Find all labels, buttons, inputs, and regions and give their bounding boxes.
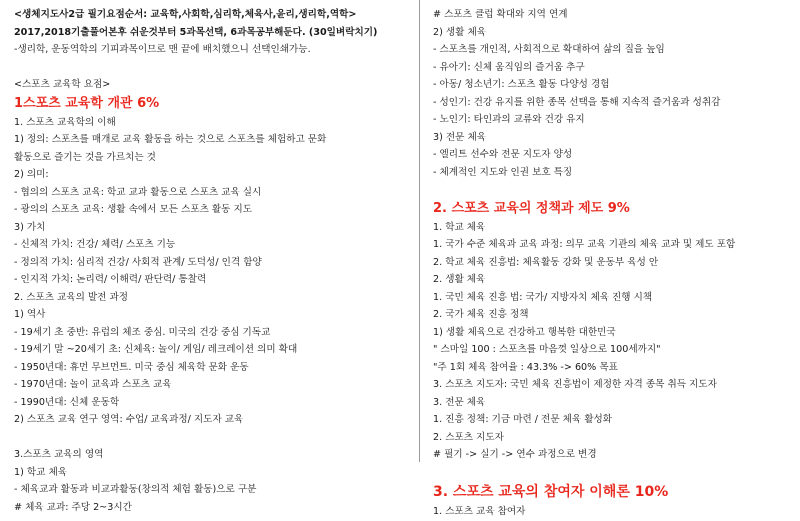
text-line: 2. 스포츠 지도자 xyxy=(433,431,504,443)
text-line: - 1950년대: 휴먼 무브먼트. 미국 중심 체육학 문화 운동 xyxy=(14,361,249,373)
section-label: <스포츠 교육학 요점> xyxy=(14,79,111,90)
header-subtitle: 2017,2018기출풀어본후 쉬운것부터 5과목선택, 6과목공부해둔다. (30일벼락치기) xyxy=(14,26,378,38)
text-line: 1. 학교 체육 xyxy=(433,221,486,233)
text-line: - 19세기 초 중반: 유럽의 체조 중심. 미국의 건강 중심 기독교 xyxy=(14,326,271,338)
text-line: - 1990년대: 신체 운동학 xyxy=(14,396,120,408)
left-text-block-a xyxy=(14,114,404,429)
text-line: 1) 정의: 스포츠를 매개로 교육 활동을 하는 것으로 스포츠를 체험하고 문화 xyxy=(14,134,327,145)
text-line: - 광의의 스포츠 교육: 생활 속에서 모든 스포츠 활동 지도 xyxy=(14,204,253,215)
text-line: 2. 생활 체육 xyxy=(433,274,486,285)
text-line: 3.스포츠 교육의 영역 xyxy=(14,449,104,460)
text-line: - 아동/ 청소년기: 스포츠 활동 다양성 경험 xyxy=(433,79,610,90)
text-line: # 필기 -> 실기 -> 연수 과정으로 변경 xyxy=(433,449,597,460)
text-line: 활동으로 즐기는 것을 가르치는 것 xyxy=(14,151,156,163)
right-text-block-a xyxy=(433,6,793,181)
text-line: 2) 스포츠 교육 연구 영역: 수업/ 교육과정/ 지도자 교육 xyxy=(14,414,244,425)
column-divider xyxy=(419,0,420,462)
text-line: 2) 의미: xyxy=(14,169,49,180)
section-heading-1: 1스포츠 교육학 개관 6% xyxy=(14,95,160,111)
text-line: - 19세기 말 ~20세기 초: 신체육: 놀이/ 게임/ 레크레이션 의미 확대 xyxy=(14,344,298,355)
text-line: 2. 국가 체육 진흥 정책 xyxy=(433,309,529,320)
text-line: - 정의적 가치: 심리적 건강/ 사회적 관계/ 도덕성/ 인격 함양 xyxy=(14,256,262,268)
left-column xyxy=(14,6,404,513)
text-line: 1. 진흥 정책: 기금 마련 / 전문 체육 활성화 xyxy=(433,414,613,425)
text-line: - 성인기: 건강 유지를 위한 종목 선택을 통해 지속적 즐거움과 성취감 xyxy=(433,96,721,108)
text-line: 2. 학교 체육 진흥법: 체육활동 강화 및 운동부 육성 안 xyxy=(433,256,659,268)
text-line: 1. 스포츠 교육학의 이해 xyxy=(14,116,116,128)
cut-off-line: # 체육 교과: 주당 2~3시간 xyxy=(14,501,132,513)
text-line: - 신체적 가치: 건강/ 체력/ 스포츠 기능 xyxy=(14,239,176,250)
text-line: - 엘리트 선수와 전문 지도자 양성 xyxy=(433,149,573,160)
text-line: - 체계적인 지도와 인권 보호 특징 xyxy=(433,166,573,178)
text-line: " 스마일 100 : 스포츠를 마음껏 일상으로 100세까지" xyxy=(433,344,661,355)
text-line: 3. 전문 체육 xyxy=(433,396,486,408)
right-text-block-b xyxy=(433,219,793,464)
text-line: 2) 생활 체육 xyxy=(433,26,487,38)
section-heading-3: 3. 스포츠 교육의 참여자 이해론 10% xyxy=(433,484,669,500)
left-text-block-b xyxy=(14,446,404,499)
text-line: - 체육교과 활동과 비교과활동(창의적 체험 활동)으로 구분 xyxy=(14,484,257,495)
text-line: - 유아기: 신체 움직임의 즐거움 추구 xyxy=(433,61,585,73)
text-line: - 협의의 스포츠 교육: 학교 교과 활동으로 스포츠 교육 실시 xyxy=(14,186,262,198)
right-column xyxy=(433,6,793,517)
text-line: 1) 학교 체육 xyxy=(14,466,68,478)
header-title: <생체지도사2급 필기요점순서: 교육학,사회학,심리학,체육사,윤리,생리학,역학> xyxy=(14,9,357,20)
text-line: "주 1회 체육 참여율 : 43.3% -> 60% 목표 xyxy=(433,361,618,373)
text-line: 3) 가치 xyxy=(14,221,46,233)
section-heading-2: 2. 스포츠 교육의 정책과 제도 9% xyxy=(433,200,630,216)
blank-line xyxy=(14,59,404,77)
blank-line xyxy=(433,181,793,199)
text-line: # 스포츠 클럽 확대와 지역 연계 xyxy=(433,9,568,20)
blank-line xyxy=(14,429,404,447)
text-line: 1. 국민 체육 진흥 법: 국가/ 지방자치 체육 진행 시책 xyxy=(433,291,653,303)
cut-off-line: 1. 스포츠 교육 참여자 xyxy=(433,506,526,517)
text-line: 3) 전문 체육 xyxy=(433,131,487,143)
text-line: - 인지적 가치: 논리력/ 이해력/ 판단력/ 통찰력 xyxy=(14,274,207,285)
text-line: 3. 스포츠 지도자: 국민 체육 진흥법이 제정한 자격 종목 취득 지도자 xyxy=(433,379,717,390)
text-line: - 스포츠를 개인적, 사회적으로 확대하여 삶의 질을 높임 xyxy=(433,44,665,55)
text-line: - 노인기: 타인과의 교류와 건강 유지 xyxy=(433,114,585,125)
text-line: - 1970년대: 놀이 교육과 스포츠 교육 xyxy=(14,379,172,390)
header-note: -생리학, 운동역학의 기피과목이므로 맨 끝에 배치했으니 선택인쇄가능. xyxy=(14,44,311,55)
blank-line xyxy=(433,464,793,482)
text-line: 1) 생활 체육으로 건강하고 행복한 대한민국 xyxy=(433,326,616,338)
text-line: 2. 스포츠 교육의 발전 과정 xyxy=(14,291,129,303)
text-line: 1) 역사 xyxy=(14,309,46,320)
text-line: 1. 국가 수준 체육과 교육 과정: 의무 교육 기관의 체육 교과 및 제도 포함 xyxy=(433,239,736,250)
